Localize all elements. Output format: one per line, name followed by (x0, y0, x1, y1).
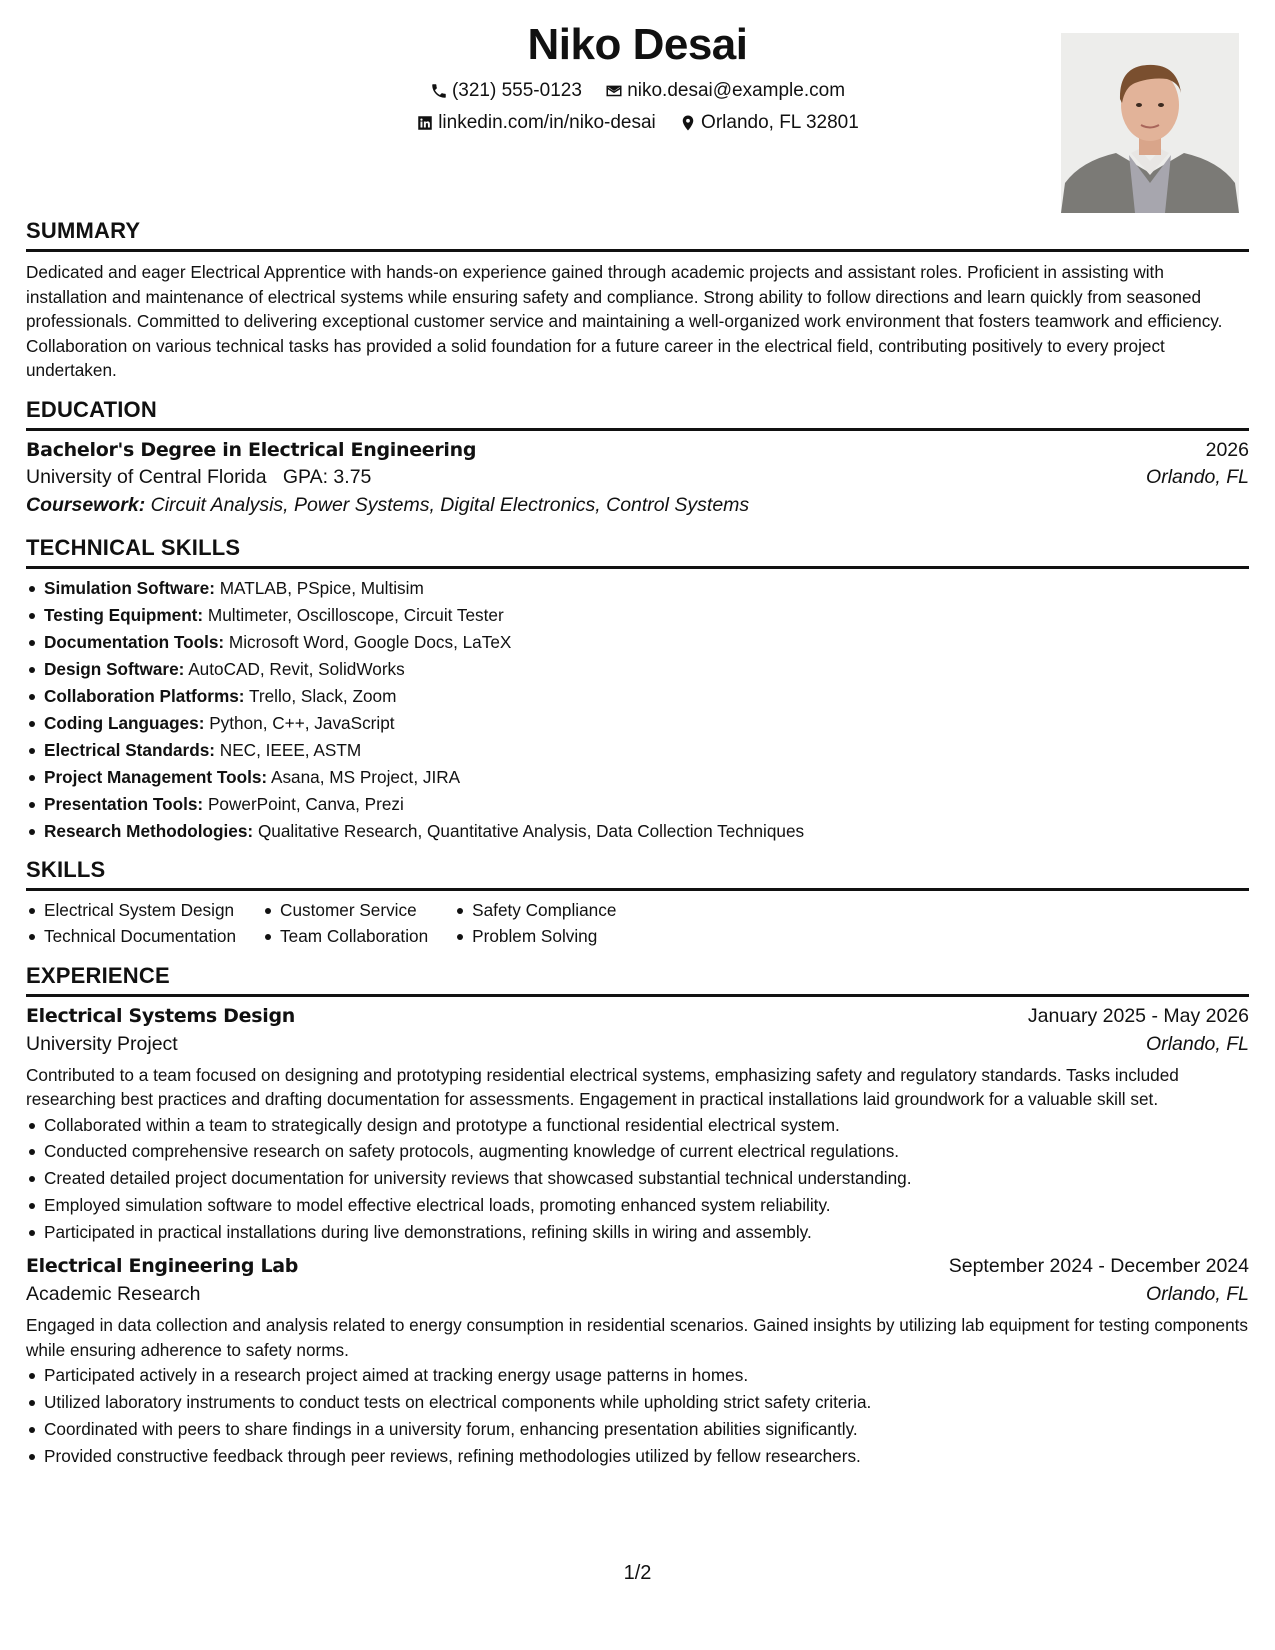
list-item: Utilized laboratory instruments to conduct tests on electrical components while upholding strict safety criteria. (44, 1389, 1249, 1416)
job-title: Electrical Engineering Lab (26, 1255, 299, 1278)
list-item: Technical Documentation (44, 923, 236, 949)
education-section (26, 397, 1249, 517)
list-item: Research Methodologies: Qualitative Research, Quantitative Analysis, Data Collection Techniques (44, 818, 1249, 845)
summary-section (26, 218, 1249, 383)
job-org: Academic Research (26, 1283, 201, 1306)
job-org: University Project (26, 1032, 178, 1055)
list-item: Participated actively in a research project aimed at tracking energy usage patterns in homes. (44, 1362, 1249, 1389)
contact-location (679, 112, 859, 134)
job-location: Orlando, FL (1146, 1283, 1249, 1306)
job-title-row (26, 1005, 1249, 1028)
portrait-illustration (1061, 33, 1239, 213)
job-bullets (26, 1362, 1249, 1469)
job-description: Contributed to a team focused on designing and prototyping residential electrical systems, emphasizing safety and regulatory standards. Tasks included researching best practices and drafting documentation for assessments. Engagement in practical installations laid groundwork for a valuable skill set. (26, 1064, 1179, 1109)
list-item: Simulation Software: MATLAB, PSpice, Multisim (44, 575, 1249, 602)
contact-linkedin[interactable] (416, 112, 656, 134)
technical-skills-list (26, 575, 1249, 845)
summary-heading: SUMMARY (26, 218, 1249, 252)
location-text: Orlando, FL 32801 (701, 112, 859, 133)
technical-skills-heading: TECHNICAL SKILLS (26, 535, 1249, 569)
experience-section (26, 963, 1249, 1470)
phone-icon (430, 82, 448, 100)
envelope-icon (605, 82, 623, 100)
list-item: Conducted comprehensive research on safety protocols, augmenting knowledge of current electrical regulations. (44, 1138, 1249, 1165)
experience-heading: EXPERIENCE (26, 963, 1249, 997)
list-item: Problem Solving (472, 923, 616, 949)
summary-text: Dedicated and eager Electrical Apprentice with hands-on experience gained through academic projects and assistant roles. Proficient in assisting with installation and maintenance of electrical systems while ensuring safety and compliance. Strong ability to follow directions and learn quickly from seasoned professionals. Committed to delivering exceptional customer service and maintaining a well-organized work environment that fosters teamwork and efficiency. Collaboration on various technical tasks has provided a solid foundation for a future career in the electrical field, contributing positively to every project undertaken. (26, 262, 1223, 380)
list-item: Collaborated within a team to strategically design and prototype a functional residential electrical system. (44, 1112, 1249, 1139)
degree-title: Bachelor's Degree in Electrical Engineering (26, 438, 477, 461)
list-item: Electrical System Design (44, 897, 236, 923)
contact-phone[interactable] (430, 80, 582, 102)
list-item: Employed simulation software to model effective electrical loads, promoting enhanced system reliability. (44, 1192, 1249, 1219)
profile-photo (1061, 33, 1239, 213)
job-location: Orlando, FL (1146, 1032, 1249, 1055)
resume-page (26, 0, 1249, 1470)
linkedin-icon (416, 114, 434, 132)
list-item: Participated in practical installations during live demonstrations, refining skills in wiring and assembly. (44, 1219, 1249, 1246)
list-item: Project Management Tools: Asana, MS Project, JIRA (44, 764, 1249, 791)
coursework-line (26, 494, 1249, 517)
job-title: Electrical Systems Design (26, 1004, 295, 1027)
map-pin-icon (679, 114, 697, 132)
school-location: Orlando, FL (1146, 465, 1249, 488)
list-item: Presentation Tools: PowerPoint, Canva, Prezi (44, 791, 1249, 818)
education-row-2 (26, 466, 1249, 489)
job-description: Engaged in data collection and analysis related to energy consumption in residential scenarios. Gained insights by utilizing lab equipment for testing components while ensuring adherence to safety norms. (26, 1315, 1248, 1360)
linkedin-text: linkedin.com/in/niko-desai (438, 112, 656, 133)
list-item: Documentation Tools: Microsoft Word, Google Docs, LaTeX (44, 629, 1249, 656)
job-title-row (26, 1255, 1249, 1278)
school-name: University of Central Florida (26, 465, 267, 488)
technical-skills-section (26, 535, 1249, 845)
candidate-name: Niko Desai (527, 20, 748, 69)
list-item: Team Collaboration (280, 923, 428, 949)
skills-heading: SKILLS (26, 857, 1249, 891)
skills-section (26, 857, 1249, 949)
coursework-text: Circuit Analysis, Power Systems, Digital Electronics, Control Systems (150, 493, 750, 516)
job-org-row (26, 1033, 1249, 1056)
education-heading: EDUCATION (26, 397, 1249, 431)
list-item: Testing Equipment: Multimeter, Oscilloscope, Circuit Tester (44, 602, 1249, 629)
list-item: Coding Languages: Python, C++, JavaScript (44, 710, 1249, 737)
list-item: Provided constructive feedback through peer reviews, refining methodologies utilized by fellow researchers. (44, 1443, 1249, 1470)
job-dates: September 2024 - December 2024 (948, 1255, 1249, 1278)
list-item: Created detailed project documentation for university reviews that showcased substantial technical understanding. (44, 1165, 1249, 1192)
degree-year: 2026 (1205, 438, 1249, 461)
resume-header (26, 0, 1249, 212)
list-item: Safety Compliance (472, 897, 616, 923)
email-text: niko.desai@example.com (627, 80, 846, 101)
list-item: Design Software: AutoCAD, Revit, SolidWorks (44, 656, 1249, 683)
phone-text: (321) 555-0123 (451, 80, 582, 101)
school-line (26, 466, 371, 489)
education-row-1 (26, 439, 1249, 462)
list-item: Coordinated with peers to share findings in a university forum, enhancing presentation abilities significantly. (44, 1416, 1249, 1443)
job-org-row (26, 1283, 1249, 1306)
skills-column-1 (44, 897, 236, 949)
contact-email[interactable] (605, 80, 845, 102)
gpa: GPA: 3.75 (282, 465, 372, 488)
page-number: 1/2 (623, 1562, 652, 1584)
list-item: Customer Service (280, 897, 428, 923)
experience-entry (26, 1255, 1249, 1469)
skills-column-3 (452, 897, 616, 949)
experience-entry (26, 1005, 1249, 1246)
skills-column-2 (260, 897, 428, 949)
coursework-label: Coursework: (26, 493, 146, 516)
list-item: Electrical Standards: NEC, IEEE, ASTM (44, 737, 1249, 764)
job-bullets (26, 1112, 1249, 1246)
job-dates: January 2025 - May 2026 (1027, 1004, 1249, 1027)
list-item: Collaboration Platforms: Trello, Slack, Zoom (44, 683, 1249, 710)
skills-grid (26, 897, 1249, 949)
